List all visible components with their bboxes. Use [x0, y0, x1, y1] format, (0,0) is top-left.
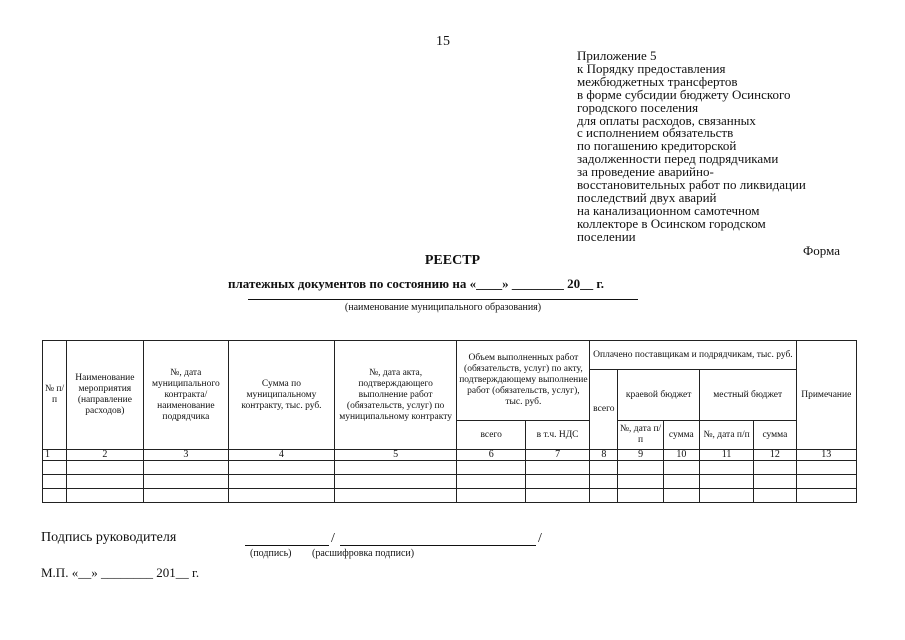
table-cell[interactable]: [754, 489, 796, 503]
table-row: [43, 489, 857, 503]
header-regional-budget: краевой бюджет: [618, 370, 699, 421]
header-local-budget: местный бюджет: [699, 370, 796, 421]
form-label: Форма: [803, 243, 840, 258]
table-cell[interactable]: [229, 461, 335, 475]
table-cell[interactable]: [229, 489, 335, 503]
signature-decode-caption: (расшифровка подписи): [312, 548, 415, 559]
appendix-line: на канализационном самотечном: [577, 202, 760, 218]
table-cell[interactable]: [229, 475, 335, 489]
column-number-row: [43, 450, 857, 461]
signature-slash: /: [538, 531, 542, 546]
municipality-caption: (наименование муниципального образования): [344, 302, 542, 313]
appendix-line: по погашению кредиторской: [577, 138, 737, 154]
column-number: 12: [754, 450, 796, 461]
table-cell[interactable]: [457, 489, 525, 503]
column-number: 7: [525, 450, 589, 461]
registry-table: [42, 340, 857, 503]
table-cell[interactable]: [43, 475, 67, 489]
header-volume-vat: в т.ч. НДС: [525, 421, 589, 450]
table-cell[interactable]: [590, 461, 618, 475]
column-number: 6: [457, 450, 525, 461]
table-cell[interactable]: [143, 461, 229, 475]
header-paid-total: всего: [590, 370, 618, 450]
table-cell[interactable]: [699, 475, 753, 489]
column-number: 5: [334, 450, 457, 461]
appendix-line: коллекторе в Осинском городском: [577, 215, 766, 231]
column-number: 9: [618, 450, 663, 461]
table-header-row: [43, 341, 857, 370]
header-activity-name: Наименование мероприятия (направление расходов): [67, 341, 143, 450]
appendix-line: восстановительных работ по ликвидации: [577, 177, 806, 193]
header-contract-sum: Сумма по муниципальному контракту, тыс. руб.: [229, 341, 335, 450]
appendix-line: с исполнением обязательств: [577, 125, 734, 141]
table-cell[interactable]: [334, 461, 457, 475]
appendix-line: в форме субсидии бюджету Осинского: [577, 86, 791, 102]
header-work-volume: Объем выполненных работ (обязательств, услуг) по акту, подтверждающему выполнение работ (обязательств, услуг), тыс. руб.: [457, 341, 590, 421]
table-cell[interactable]: [67, 475, 143, 489]
table-cell[interactable]: [143, 475, 229, 489]
table-cell[interactable]: [796, 475, 856, 489]
table-cell[interactable]: [699, 461, 753, 475]
appendix-line: межбюджетных трансфертов: [577, 73, 738, 89]
signature-caption: (подпись): [250, 548, 292, 559]
signature-slash: /: [331, 531, 335, 546]
header-paid: Оплачено поставщикам и подрядчикам, тыс. руб.: [590, 341, 796, 370]
table-cell[interactable]: [796, 489, 856, 503]
appendix-line: последствий двух аварий: [577, 189, 717, 205]
appendix-line: задолженности перед подрядчиками: [577, 151, 779, 167]
table-cell[interactable]: [334, 489, 457, 503]
table-cell[interactable]: [663, 489, 699, 503]
column-number: 11: [699, 450, 753, 461]
table-cell[interactable]: [67, 489, 143, 503]
appendix-note: [577, 50, 867, 244]
column-number: 10: [663, 450, 699, 461]
header-act: №, дата акта, подтверждающего выполнение работ (обязательств, услуг) по муниципальному контракту: [334, 341, 457, 450]
table-cell[interactable]: [663, 475, 699, 489]
table-cell[interactable]: [590, 475, 618, 489]
appendix-line: поселении: [577, 228, 636, 244]
appendix-line: городского поселения: [577, 99, 699, 115]
document-title: РЕЕСТР: [424, 253, 481, 268]
column-number: 2: [67, 450, 143, 461]
table-cell[interactable]: [754, 461, 796, 475]
table-cell[interactable]: [754, 475, 796, 489]
table-row: [43, 461, 857, 475]
table-cell[interactable]: [43, 461, 67, 475]
header-note: Примечание: [796, 341, 856, 450]
column-number: 13: [796, 450, 856, 461]
header-num: № п/п: [43, 341, 67, 450]
table-row: [43, 475, 857, 489]
document-subtitle: платежных документов по состоянию на «____» ________ 20__ г.: [228, 276, 605, 291]
header-regional-sum: сумма: [663, 421, 699, 450]
column-number: 8: [590, 450, 618, 461]
table-cell[interactable]: [143, 489, 229, 503]
table-cell[interactable]: [334, 475, 457, 489]
header-volume-total: всего: [457, 421, 525, 450]
table-cell[interactable]: [618, 475, 663, 489]
column-number: 4: [229, 450, 335, 461]
column-number: 3: [143, 450, 229, 461]
table-cell[interactable]: [663, 461, 699, 475]
table-cell[interactable]: [699, 489, 753, 503]
signature-fill-line[interactable]: [245, 545, 329, 546]
appendix-line: к Порядку предоставления: [577, 60, 726, 76]
table-cell[interactable]: [67, 461, 143, 475]
page-number: 15: [436, 34, 450, 49]
table-cell[interactable]: [525, 475, 589, 489]
table-cell[interactable]: [43, 489, 67, 503]
municipality-fill-line[interactable]: [248, 299, 638, 300]
stamp-date-line: М.П. «__» ________ 201__ г.: [41, 565, 200, 580]
column-number: 1: [43, 450, 67, 461]
table-cell[interactable]: [457, 475, 525, 489]
table-cell[interactable]: [796, 461, 856, 475]
appendix-line: для оплаты расходов, связанных: [577, 112, 756, 128]
table-cell[interactable]: [618, 461, 663, 475]
table-cell[interactable]: [525, 461, 589, 475]
header-contract: №, дата муниципального контракта/ наименование подрядчика: [143, 341, 229, 450]
table-cell[interactable]: [618, 489, 663, 503]
appendix-line: Приложение 5: [577, 48, 657, 63]
table-cell[interactable]: [457, 461, 525, 475]
header-regional-doc: №, дата п/п: [618, 421, 663, 450]
table-cell[interactable]: [590, 489, 618, 503]
appendix-line: за проведение аварийно-: [577, 164, 714, 180]
signature-label: Подпись руководителя: [41, 530, 177, 545]
table-cell[interactable]: [525, 489, 589, 503]
header-local-sum: сумма: [754, 421, 796, 450]
signature-decode-fill-line[interactable]: [340, 545, 536, 546]
header-local-doc: №, дата п/п: [699, 421, 753, 450]
